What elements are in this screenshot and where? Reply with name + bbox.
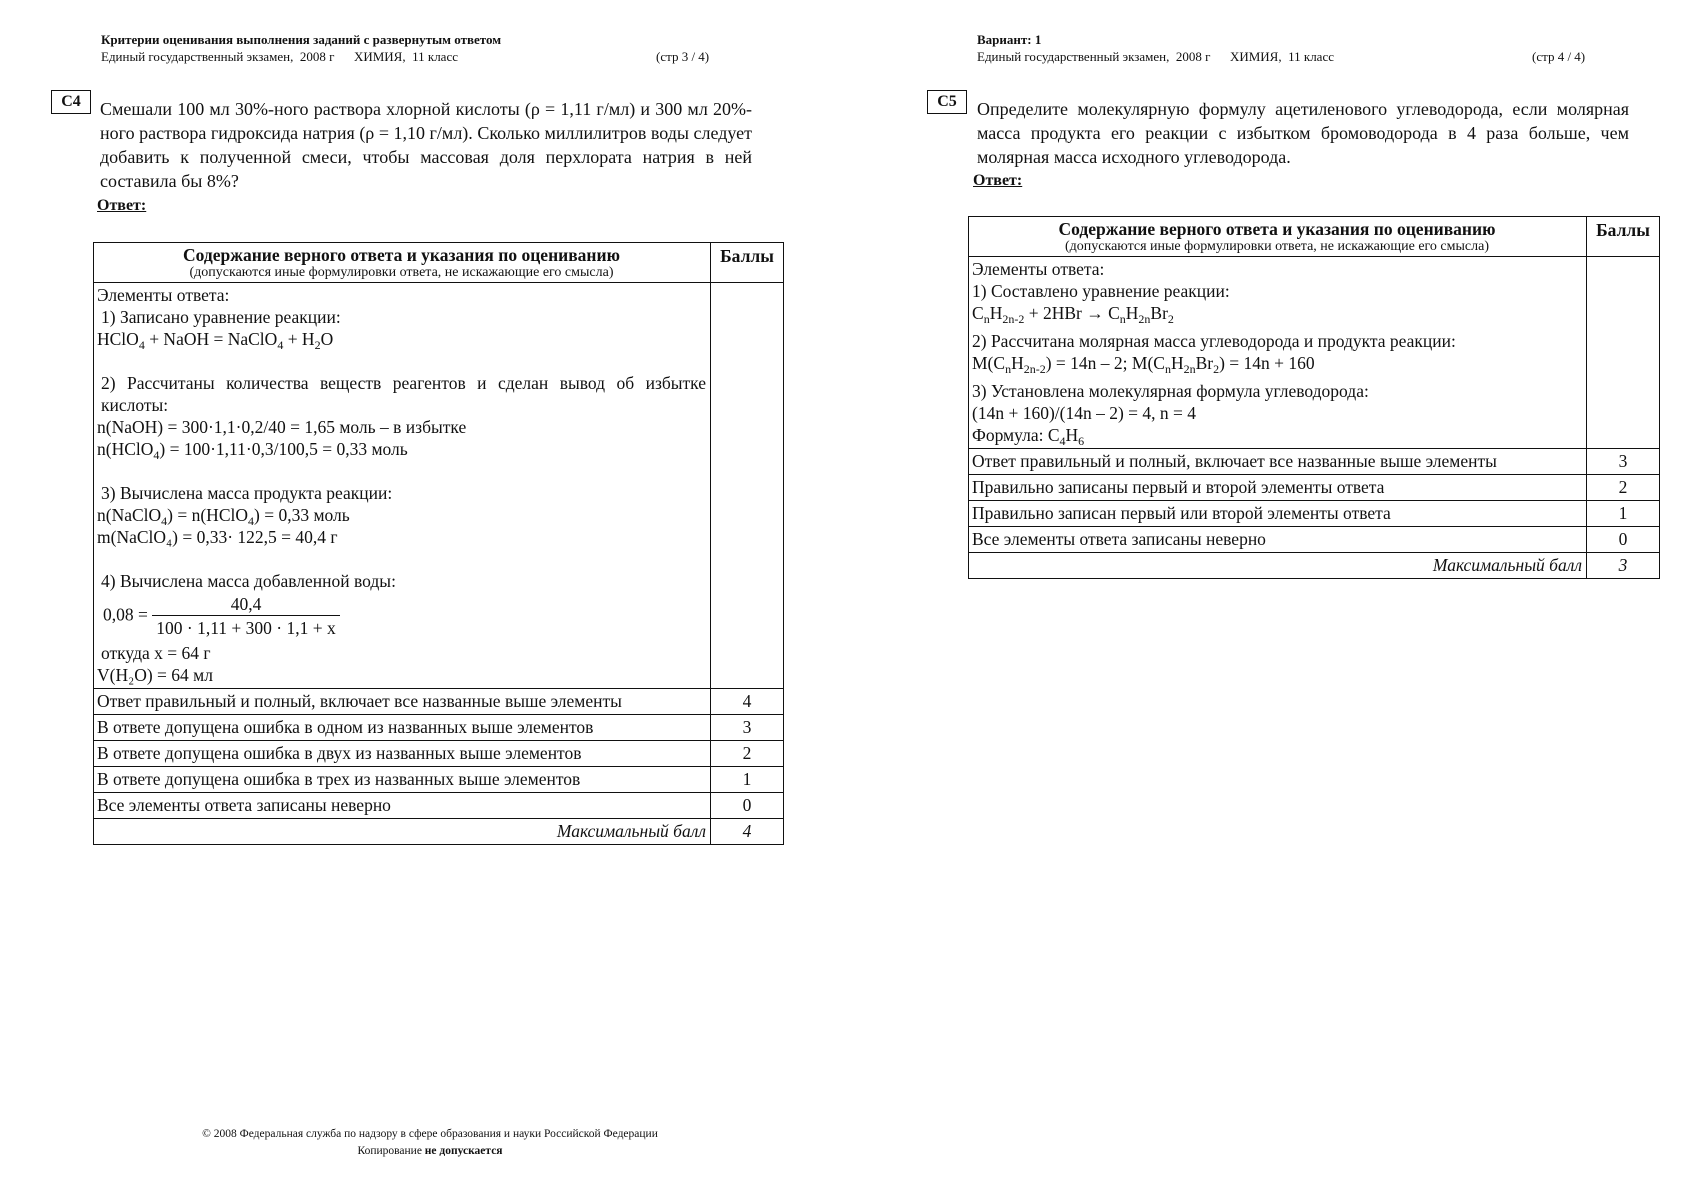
c4-score-row-0-text: Ответ правильный и полный, включает все названные выше элементы xyxy=(94,689,711,715)
c5-score-row-3 xyxy=(969,527,1660,553)
c5-criteria-table xyxy=(968,216,1660,579)
c4-score-row-3 xyxy=(94,767,784,793)
c5-elements-row xyxy=(969,257,1660,449)
c4-score-row-1-text: В ответе допущена ошибка в одном из названных выше элементов xyxy=(94,715,711,741)
c5-header-sub: (допускаются иные формулировки ответа, не искажающие его смысла) xyxy=(1065,239,1489,254)
c5-header-main: Содержание верного ответа и указания по оцениванию xyxy=(1058,219,1496,239)
footer-copying xyxy=(110,1145,750,1157)
c4-e4-volume: V(H₂O) = 64 мл xyxy=(97,665,213,685)
c5-e2-line1: $M(C_nH_{2n-2}) = 14n - 2$; $M(C_nH_{2n}Br_2) = 14n + 160$ xyxy=(972,353,1315,376)
c4-max-points: 4 xyxy=(711,819,784,845)
c4-e1-equation: HClO$_4$ + NaOH = NaClO$_4$ + $H_2O$ xyxy=(97,329,334,352)
c5-e1-equation: $C_nH_{2n-2} + 2HBr \to C_nH_{2n}Br_2$ xyxy=(972,303,1174,326)
c5-e3-title: 3) Установлена молекулярная формула углеводорода: xyxy=(972,381,1369,401)
c4-e3-line1: n(NaClO$_4$) = n(HClO$_4$) = 0,33 моль xyxy=(97,505,350,528)
left-header-title: Критерии оценивания выполнения заданий с развернутым ответом xyxy=(101,32,502,47)
c4-elements-title: Элементы ответа: xyxy=(97,285,230,305)
c4-table-header-row xyxy=(94,243,784,283)
c4-elements-points-empty xyxy=(711,283,784,689)
c4-score-row-3-text: В ответе допущена ошибка в трех из названных выше элементов xyxy=(94,767,711,793)
c4-score-row-1 xyxy=(94,715,784,741)
c5-score-row-3-points: 0 xyxy=(1587,527,1660,553)
c4-e3-line2: m(NaClO₄) = 0,33· 122,5 = 40,4 г xyxy=(97,527,338,547)
c5-e2-title: 2) Рассчитана молярная масса углеводорода и продукта реакции: xyxy=(972,331,1456,351)
c4-e4-denominator: 100 · 1,11 + 300 · 1,1 + x xyxy=(156,618,336,638)
c5-e1-title: 1) Составлено уравнение реакции: xyxy=(972,281,1230,301)
c4-score-row-0-points: 4 xyxy=(711,689,784,715)
footer-copying-plain: Копирование xyxy=(357,1145,422,1157)
c4-elements-cell xyxy=(94,283,711,689)
c4-elements-row xyxy=(94,283,784,689)
c4-max-label: Максимальный балл xyxy=(94,819,711,845)
c4-e3-title: 3) Вычислена масса продукта реакции: xyxy=(101,483,393,503)
c5-header-points: Баллы xyxy=(1587,217,1660,257)
c5-elements-points-empty xyxy=(1587,257,1660,449)
c4-score-row-4-text: Все элементы ответа записаны неверно xyxy=(94,793,711,819)
c4-e4-where: откуда x = 64 г xyxy=(101,643,211,663)
right-header-exam: Единый государственный экзамен, 2008 г ХИМИЯ, 11 класс xyxy=(977,49,1334,64)
left-header-exam: Единый государственный экзамен, 2008 г ХИМИЯ, 11 класс xyxy=(101,49,458,64)
right-header-variant: Вариант: 1 xyxy=(977,32,1042,47)
c4-max-row xyxy=(94,819,784,845)
c4-score-row-3-points: 1 xyxy=(711,767,784,793)
c4-criteria-table xyxy=(93,242,784,845)
c5-score-row-0 xyxy=(969,449,1660,475)
c5-e3-line1: (14n + 160)/(14n – 2) = 4, n = 4 xyxy=(972,403,1197,423)
c4-e2-title: 2) Рассчитаны количества веществ реагентов и сделан вывод об избытке кислоты: xyxy=(101,373,706,415)
c4-score-row-2-text: В ответе допущена ошибка в двух из названных выше элементов xyxy=(94,741,711,767)
c5-score-row-2-points: 1 xyxy=(1587,501,1660,527)
c5-max-points: 3 xyxy=(1587,553,1660,579)
task-c5-text: Определите молекулярную формулу ацетиленового углеводорода, если молярная масса продукта его реакции с избытком бромоводорода в 4 раза больше, чем молярная масса исходного углеводорода. xyxy=(977,99,1629,167)
c4-e2-line2: n(HClO$_4$) = 100·1,11·0,3/100,5 = 0,33 моль xyxy=(97,439,408,462)
c4-e4-numerator: 40,4 xyxy=(152,593,340,616)
c4-header-main: Содержание верного ответа и указания по оцениванию xyxy=(183,245,620,265)
c4-score-row-1-points: 3 xyxy=(711,715,784,741)
c5-table-header-row xyxy=(969,217,1660,257)
c4-score-row-0 xyxy=(94,689,784,715)
c4-e2-line1: n(NaOH) = 300·1,1·0,2/40 = 1,65 моль – в избытке xyxy=(97,417,467,437)
footer-copying-bold: не допускается xyxy=(424,1145,503,1157)
c4-e1-title: 1) Записано уравнение реакции: xyxy=(101,307,341,327)
c5-elements-title: Элементы ответа: xyxy=(972,259,1105,279)
c5-score-row-3-text: Все элементы ответа записаны неверно xyxy=(969,527,1587,553)
c4-score-row-4 xyxy=(94,793,784,819)
c4-header-points: Баллы xyxy=(711,243,784,283)
footer-copyright: © 2008 Федеральная служба по надзору в сфере образования и науки Российской Федерации xyxy=(202,1128,658,1140)
task-c4-answer-label: Ответ: xyxy=(97,197,147,214)
c4-header-sub: (допускаются иные формулировки ответа, не искажающие его смысла) xyxy=(189,265,614,280)
task-c4-text: Смешали 100 мл 30%-ного раствора хлорной кислоты (ρ = 1,11 г/мл) и 300 мл 20%-ного раствора гидроксида натрия (ρ = 1,10 г/мл). Сколько миллилитров воды следует добавить к полученной смеси, чтобы массовая доля перхлората натрия в ней составила бы 8%? xyxy=(100,99,752,191)
right-header-page: (стр 4 / 4) xyxy=(1532,49,1586,64)
c5-score-row-1 xyxy=(969,475,1660,501)
task-c4-tag: С4 xyxy=(51,90,91,114)
c5-max-row xyxy=(969,553,1660,579)
c5-score-row-0-text: Ответ правильный и полный, включает все названные выше элементы xyxy=(969,449,1587,475)
c4-score-row-2-points: 2 xyxy=(711,741,784,767)
task-c5-tag: С5 xyxy=(927,90,967,114)
c5-score-row-1-points: 2 xyxy=(1587,475,1660,501)
c5-score-row-0-points: 3 xyxy=(1587,449,1660,475)
c4-header-content-cell xyxy=(94,243,711,283)
c4-e4-title: 4) Вычислена масса добавленной воды: xyxy=(101,571,396,591)
c5-score-row-2 xyxy=(969,501,1660,527)
c4-e4-equation xyxy=(97,593,706,640)
c4-e4-lhs: 0,08 = xyxy=(103,604,148,625)
c5-max-label: Максимальный балл xyxy=(969,553,1587,579)
c5-header-content-cell xyxy=(969,217,1587,257)
task-c5-answer-label: Ответ: xyxy=(973,172,1023,189)
c4-score-row-2 xyxy=(94,741,784,767)
c5-e3-formula: Формула: $C_4H_6$ xyxy=(972,425,1085,448)
c5-elements-cell xyxy=(969,257,1587,449)
c4-e4-fraction xyxy=(152,593,340,640)
left-header-page: (стр 3 / 4) xyxy=(656,49,710,64)
c5-score-row-2-text: Правильно записан первый или второй элементы ответа xyxy=(969,501,1587,527)
c4-score-row-4-points: 0 xyxy=(711,793,784,819)
c5-score-row-1-text: Правильно записаны первый и второй элементы ответа xyxy=(969,475,1587,501)
